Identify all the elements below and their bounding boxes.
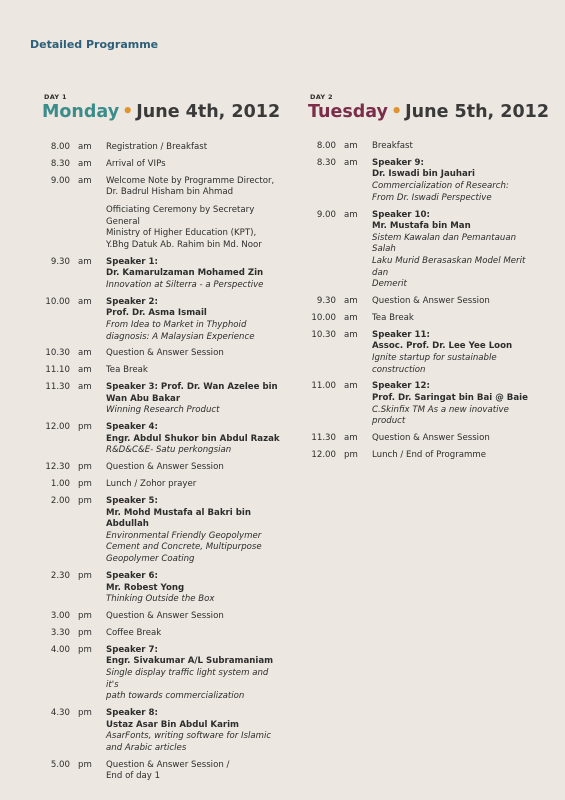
schedule-row [42,708,292,754]
am-pm: pm [78,462,92,473]
schedule-row [42,348,292,360]
session-description [106,257,282,292]
session-line: Tea Break [372,312,414,323]
time: 10.30 [311,329,336,340]
session-line: Question & Answer Session [372,433,490,444]
schedule-row [42,496,292,566]
time: 10.00 [45,296,70,307]
am-pm: am [78,382,92,393]
session-line: Sistem Kawalan dan Pemantauan Salah [372,232,517,255]
am-pm: am [78,142,92,152]
am-pm: pm [78,570,92,581]
session-description [106,611,282,623]
am-pm: am [78,256,92,267]
time: 11.30 [311,433,336,444]
session-line: From Dr. Iswadi Perspective [372,192,492,203]
schedule-row [42,176,292,252]
schedule-row [42,422,292,457]
session-sub-block [106,205,282,251]
session-description [106,645,282,703]
am-pm: pm [78,479,92,490]
session-line: Speaker 12: [372,381,430,392]
session-line: Speaker 9: [372,157,424,168]
am-pm: pm [78,496,92,507]
schedule-row [308,313,548,325]
time: 10.00 [311,312,336,323]
am-pm: am [344,433,358,444]
am-pm: pm [78,759,92,770]
time: 3.00 [50,611,70,622]
session-line: Speaker 8: [106,708,158,719]
schedule-row [308,330,548,376]
day-1-column [42,93,292,788]
schedule-row [42,611,292,623]
session-description [106,479,282,491]
session-description [106,348,282,360]
session-line: Speaker 2: [106,296,158,307]
session-line: Ignite startup for sustainable [372,352,497,363]
session-line: diagnosis: A Malaysian Experience [106,331,255,342]
session-line: Arrival of VIPs [106,158,166,169]
schedule-row [42,382,292,417]
session-line: Lunch / End of Programme [372,450,487,461]
session-description [372,330,542,376]
session-line: Geopolymer Coating [106,554,195,565]
schedule-row [308,433,548,445]
time: 9.30 [50,256,70,267]
time: 4.00 [50,644,70,655]
time: 11.00 [311,381,336,392]
session-line: Question & Answer Session [106,462,224,473]
session-line: Dr. Iswadi bin Jauhari [372,169,475,180]
time: 10.30 [45,348,70,359]
session-line: Tea Break [106,365,148,376]
day-date: June 4th, 2012 [136,102,281,122]
session-line: Registration / Breakfast [106,142,208,152]
am-pm: am [78,175,92,186]
am-pm: pm [344,450,358,461]
time: 9.00 [316,209,336,220]
session-line: Prof. Dr. Asma Ismail [106,308,207,319]
time: 8.30 [50,158,70,169]
bullet-icon: • [122,102,134,122]
day-heading [42,102,292,122]
day-2-column [308,93,548,467]
session-description [106,760,282,783]
am-pm: am [344,296,358,307]
time: 2.00 [50,496,70,507]
session-line: Engr. Abdul Shukor bin Abdul Razak [106,433,280,444]
day-label: DAY 2 [310,93,333,101]
time: 8.00 [50,142,70,152]
session-description [106,571,282,606]
time: 4.30 [50,708,70,719]
session-description [372,433,542,445]
schedule-row [42,571,292,606]
session-line: From Idea to Market in Thyphoid [106,319,247,330]
schedule-row [42,479,292,491]
day-name: Monday [42,102,120,122]
am-pm: am [344,141,358,151]
session-line: Speaker 6: [106,570,158,581]
page-title: Detailed Programme [30,38,159,51]
session-description [106,365,282,377]
session-description [372,296,542,308]
time: 11.10 [45,365,70,376]
session-line: Demerit [372,279,407,290]
session-line: Engr. Sivakumar A/L Subramaniam [106,656,274,667]
session-description [372,381,542,427]
session-description [106,462,282,474]
time: 11.30 [45,382,70,393]
am-pm: am [344,381,358,392]
session-line: AsarFonts, writing software for Islamic [106,731,272,742]
session-description [106,176,282,252]
schedule-list [308,141,548,462]
schedule-row [42,645,292,703]
schedule-row [42,297,292,343]
session-description [372,313,542,325]
session-line: Lunch / Zohor prayer [106,479,197,490]
session-line: Speaker 11: [372,329,430,340]
time: 12.00 [311,450,336,461]
session-line: Coffee Break [106,627,162,638]
session-line: Commercialization of Research: [372,181,509,192]
am-pm: pm [78,422,92,433]
schedule-list [42,142,292,783]
session-description [106,422,282,457]
time: 3.30 [50,627,70,638]
schedule-row [42,462,292,474]
session-description [106,496,282,566]
session-line: Question & Answer Session [372,296,490,307]
session-line: Environmental Friendly Geopolymer [106,530,262,541]
session-line: Dr. Kamarulzaman Mohamed Zin [106,268,264,279]
session-description [372,141,542,153]
am-pm: pm [78,644,92,655]
schedule-row [308,141,548,153]
session-line: Mr. Mustafa bin Man [372,221,471,232]
session-line: Welcome Note by Programme Director, [106,175,275,186]
am-pm: am [344,209,358,220]
session-description [372,210,542,291]
session-description [106,142,282,154]
am-pm: pm [78,627,92,638]
schedule-row [42,628,292,640]
session-line: Prof. Dr. Saringat bin Bai @ Baie [372,393,528,404]
session-line: R&D&C&E- Satu perkongsian [106,445,232,456]
session-line: Speaker 5: [106,496,158,507]
schedule-row [42,365,292,377]
session-line: C.Skinfix TM As a new inovative product [372,404,509,427]
time: 9.00 [50,175,70,186]
session-line: and Arabic articles [106,742,187,753]
session-description [372,158,542,204]
time: 12.30 [45,462,70,473]
session-line: Speaker 1: [106,256,158,267]
session-line: Laku Murid Berasaskan Model Merit dan [372,255,526,278]
time: 9.30 [316,296,336,307]
am-pm: am [78,158,92,169]
am-pm: am [344,312,358,323]
schedule-row [42,159,292,171]
day-name: Tuesday [308,102,388,122]
session-line: Dr. Badrul Hisham bin Ahmad [106,187,234,198]
schedule-row [308,381,548,427]
session-line: Mr. Robest Yong [106,582,185,593]
session-line: Cement and Concrete, Multipurpose [106,542,262,553]
time: 1.00 [50,479,70,490]
session-line: Innovation at Silterra - a Perspective [106,279,264,290]
time: 8.00 [316,141,336,151]
day-label: DAY 1 [44,93,67,101]
session-line: Question & Answer Session / [106,759,230,770]
session-line: Winning Research Product [106,405,220,416]
session-line: Speaker 4: [106,422,158,433]
am-pm: am [78,296,92,307]
schedule-row [308,158,548,204]
session-description [106,159,282,171]
session-line: Officiating Ceremony by Secretary General [106,204,255,227]
schedule-row [42,142,292,154]
session-line: Speaker 7: [106,644,158,655]
session-line: Speaker 10: [372,209,430,220]
session-line: Mr. Mohd Mustafa al Bakri bin Abdullah [106,507,251,530]
time: 5.00 [50,759,70,770]
day-heading [308,102,548,122]
schedule-row [308,210,548,291]
session-line: Speaker 3: Prof. Dr. Wan Azelee bin Wan Abu Bakar [106,382,278,404]
session-description [106,628,282,640]
session-line: Ustaz Asar Bin Abdul Karim [106,719,240,730]
session-line: End of day 1 [106,771,161,782]
session-description [106,297,282,343]
session-line: Question & Answer Session [106,348,224,359]
session-line: Y.Bhg Datuk Ab. Rahim bin Md. Noor [106,239,262,250]
session-line: Breakfast [372,141,413,151]
bullet-icon: • [390,102,403,122]
session-line: Assoc. Prof. Dr. Lee Yee Loon [372,341,513,352]
day-date: June 5th, 2012 [405,102,549,122]
session-line: Single display traffic light system and it's [106,668,269,690]
am-pm: pm [78,611,92,622]
am-pm: am [78,348,92,359]
session-line: Question & Answer Session [106,611,224,622]
session-description [372,450,542,462]
schedule-row [308,450,548,462]
schedule-row [42,257,292,292]
time: 2.30 [50,570,70,581]
session-line: construction [372,364,426,375]
time: 8.30 [316,157,336,168]
time: 12.00 [45,422,70,433]
session-description [106,708,282,754]
am-pm: am [344,157,358,168]
session-line: path towards commercialization [106,691,245,702]
am-pm: am [344,329,358,340]
am-pm: am [78,365,92,376]
schedule-row [308,296,548,308]
am-pm: pm [78,708,92,719]
session-line: Ministry of Higher Education (KPT), [106,228,257,239]
session-description [106,382,282,417]
schedule-row [42,760,292,783]
session-line: Thinking Outside the Box [106,594,215,605]
